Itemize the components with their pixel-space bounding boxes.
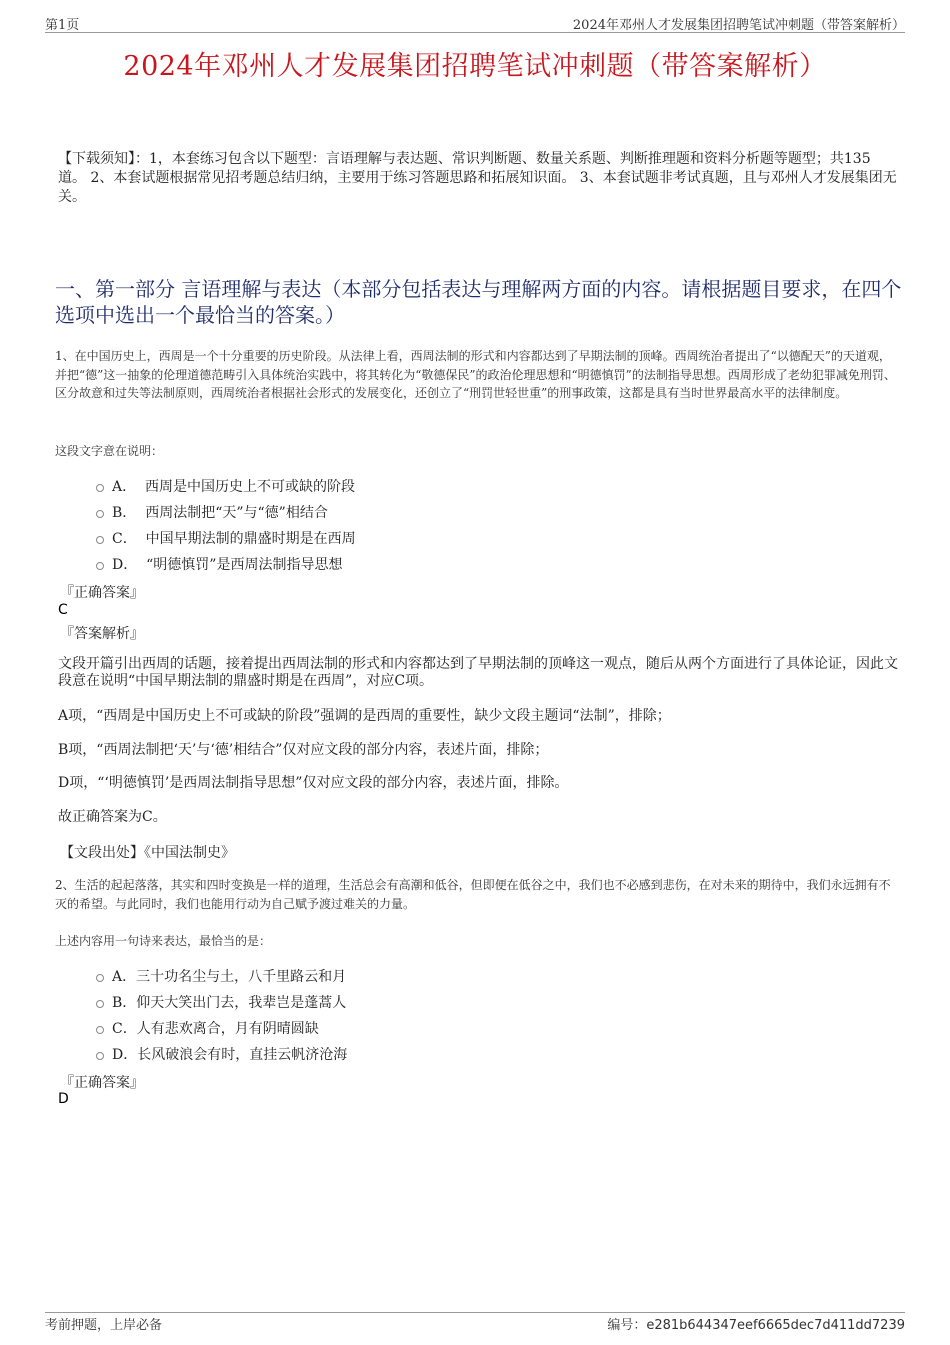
question-1-answer-label: 『正确答案』 — [60, 585, 144, 601]
option-label: C．人有悲欢离合，月有阴晴圆缺 — [112, 1021, 319, 1037]
question-2-text: 2、生活的起起落落，其实和四时变换是一样的道理，生活总会有高潮和低谷，但即便在低谷之中，我们也不必感到悲伤，在对未来的期待中，我们永远拥有不灭的希望。与此同时，我们也能用行动为自己赋予渡过难关的力量。 — [55, 878, 891, 911]
radio-icon[interactable] — [96, 536, 104, 544]
question-1-answer: C — [58, 602, 68, 618]
section-title: 一、第一部分 言语理解与表达（本部分包括表达与理解两方面的内容。请根据题目要求，在四个选项中选出一个最恰当的答案。） — [55, 277, 902, 327]
question-1-analysis-para: D项，“‘明德慎罚’是西周法制指导思想”仅对应文段的部分内容，表述片面，排除。 — [58, 775, 569, 791]
question-1-analysis-para: B项，“西周法制把‘天’与‘德’相结合”仅对应文段的部分内容，表述片面，排除； — [58, 742, 549, 758]
question-2-answer-label: 『正确答案』 — [60, 1075, 144, 1091]
question-2-option-c[interactable] — [96, 1018, 319, 1038]
question-1-analysis-label: 『答案解析』 — [60, 626, 144, 642]
question-1-text: 1、在中国历史上，西周是一个十分重要的历史阶段。从法律上看，西周法制的形式和内容都达到了早期法制的顶峰。西周统治者提出了“以德配天”的天道观，并把“德”这一抽象的伦理道德范畴引入具体统治实践中，将其转化为“敬德保民”的政治伦理思想和“明德慎罚”的法制指导思想。西周形成了老幼犯罪减免刑罚、区分故意和过失等法制原则，西周统治者根据社会形式的发展变化，还创立了“刑罚世轻世重”的刑事政策，这都是具有当时世界最高水平的法律制度。 — [55, 349, 896, 400]
header-doc-title: 2024年邓州人才发展集团招聘笔试冲刺题（带答案解析） — [572, 18, 905, 33]
question-2-option-d[interactable] — [96, 1044, 347, 1064]
question-2-answer: D — [58, 1091, 69, 1107]
question-1-option-d[interactable] — [96, 554, 342, 574]
option-label: D．长风破浪会有时，直挂云帆济沧海 — [112, 1047, 348, 1063]
question-1-prompt: 这段文字意在说明： — [55, 444, 164, 458]
page-title: 2024年邓州人才发展集团招聘笔试冲刺题（带答案解析） — [123, 51, 827, 82]
question-1-analysis-para: 故正确答案为C。 — [58, 809, 167, 825]
radio-icon[interactable] — [96, 1026, 104, 1034]
radio-icon[interactable] — [96, 484, 104, 492]
option-label: B． 西周法制把“天”与“德”相结合 — [112, 505, 328, 521]
header-divider — [45, 32, 905, 33]
radio-icon[interactable] — [96, 510, 104, 518]
option-label: A．三十功名尘与土，八千里路云和月 — [112, 969, 347, 985]
option-label: D． “明德慎罚”是西周法制指导思想 — [112, 557, 343, 573]
question-1-option-b[interactable] — [96, 502, 328, 522]
footer-doc-id: 编号：e281b644347eef6665dec7d411dd7239 — [607, 1318, 905, 1333]
radio-icon[interactable] — [96, 974, 104, 982]
option-label: C． 中国早期法制的鼎盛时期是在西周 — [112, 531, 356, 547]
question-1-analysis-para: 文段开篇引出西周的话题，接着提出西周法制的形式和内容都达到了早期法制的顶峰这一观点，随后从两个方面进行了具体论证，因此文段意在说明“中国早期法制的鼎盛时期是在西周”，对应C项。 — [58, 656, 898, 689]
question-1-option-c[interactable] — [96, 528, 356, 548]
question-2-option-a[interactable] — [96, 966, 346, 986]
footer-slogan: 考前押题，上岸必备 — [45, 1318, 163, 1333]
radio-icon[interactable] — [96, 1052, 104, 1060]
radio-icon[interactable] — [96, 562, 104, 570]
question-1-option-a[interactable] — [96, 476, 355, 496]
option-label: B．仰天大笑出门去，我辈岂是蓬蒿人 — [112, 995, 347, 1011]
question-2-option-b[interactable] — [96, 992, 346, 1012]
footer-divider — [45, 1312, 905, 1313]
question-1-source: 【文段出处】《中国法制史》 — [60, 845, 235, 861]
question-1-analysis-para: A项，“西周是中国历史上不可或缺的阶段”强调的是西周的重要性，缺少文段主题词“法制”，排除； — [58, 708, 671, 724]
option-label: A． 西周是中国历史上不可或缺的阶段 — [112, 479, 356, 495]
download-notice: 【下载须知】：1，本套练习包含以下题型：言语理解与表达题、常识判断题、数量关系题、判断推理题和资料分析题等题型；共135道。 2、本套试题根据常见招考题总结归纳，主要用于练习答题思路和拓展知识面。 3、本套试题非考试真题，且与邓州人才发展集团无关。 — [58, 151, 897, 205]
radio-icon[interactable] — [96, 1000, 104, 1008]
question-2-prompt: 上述内容用一句诗来表达，最恰当的是： — [55, 934, 272, 948]
header-page-number: 第1页 — [45, 18, 80, 33]
